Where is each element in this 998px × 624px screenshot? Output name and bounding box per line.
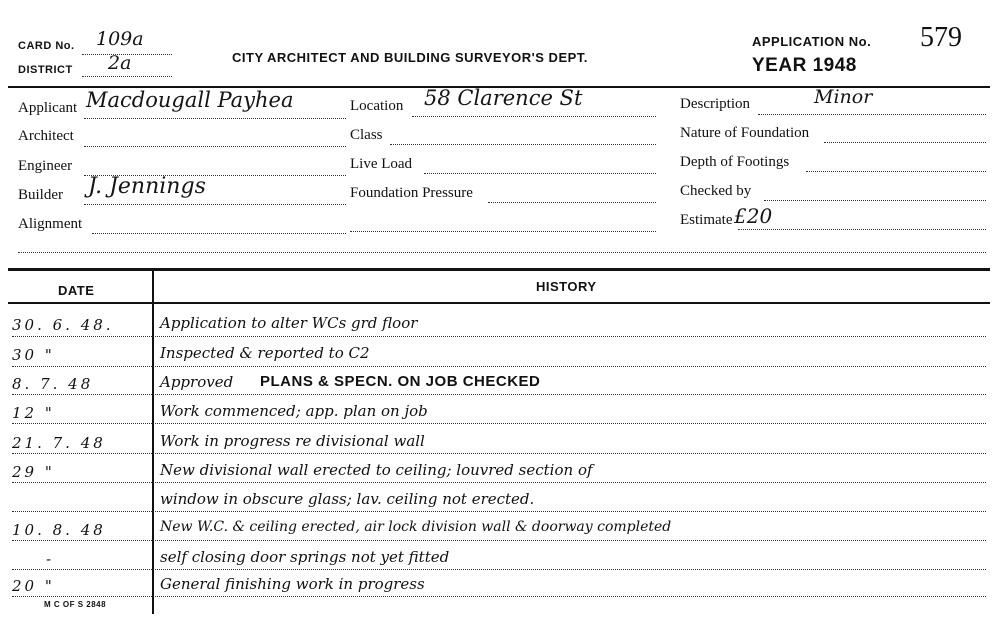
depth-footings-label: Depth of Footings bbox=[680, 154, 790, 170]
location-line bbox=[412, 116, 656, 117]
row-text: Work in progress re divisional wall bbox=[160, 432, 425, 450]
row-rule bbox=[12, 453, 986, 454]
blank-line-full bbox=[18, 252, 986, 253]
year-label: YEAR 1948 bbox=[752, 55, 857, 76]
location-value: 58 Clarence St bbox=[424, 86, 583, 110]
row-date: 30 " bbox=[12, 346, 55, 364]
application-label: APPLICATION No. bbox=[752, 34, 872, 49]
builder-line bbox=[84, 204, 346, 205]
description-value: Minor bbox=[814, 86, 873, 108]
row-date: 8. 7. 48 bbox=[12, 375, 94, 393]
nature-foundation-line bbox=[824, 142, 986, 143]
date-column-divider bbox=[152, 270, 154, 614]
district-value: 2a bbox=[108, 52, 132, 74]
description-label: Description bbox=[680, 96, 750, 112]
row-rule bbox=[12, 366, 986, 367]
row-rule bbox=[12, 423, 986, 424]
history-top-rule bbox=[8, 268, 990, 271]
alignment-label: Alignment bbox=[18, 216, 83, 232]
foundation-pressure-line bbox=[488, 202, 656, 203]
location-label: Location bbox=[350, 98, 404, 114]
row-date: 21. 7. 48 bbox=[12, 434, 106, 452]
builder-label: Builder bbox=[18, 187, 63, 203]
row-rule bbox=[12, 336, 986, 337]
row-text: window in obscure glass; lav. ceiling not erected. bbox=[160, 490, 535, 508]
live-load-line bbox=[424, 173, 656, 174]
live-load-label: Live Load bbox=[350, 156, 413, 172]
row-text: Approved bbox=[160, 373, 234, 391]
history-header: HISTORY bbox=[536, 279, 597, 294]
class-label: Class bbox=[350, 127, 383, 143]
department-title: CITY ARCHITECT AND BUILDING SURVEYOR'S DEPT. bbox=[232, 50, 588, 65]
nature-foundation-label: Nature of Foundation bbox=[680, 125, 810, 141]
district-label: DISTRICT bbox=[18, 64, 73, 76]
row-rule bbox=[12, 540, 986, 541]
row-rule bbox=[12, 511, 986, 512]
applicant-label: Applicant bbox=[18, 100, 78, 116]
engineer-label: Engineer bbox=[18, 158, 73, 174]
description-line bbox=[758, 114, 986, 115]
row-rule bbox=[12, 569, 986, 570]
row-date: 29 " bbox=[12, 463, 55, 481]
history-header-rule bbox=[8, 302, 990, 304]
row-text: Application to alter WCs grd floor bbox=[160, 314, 418, 332]
checked-by-line bbox=[764, 200, 986, 201]
row-rule bbox=[12, 482, 986, 483]
estimate-value: £20 bbox=[734, 204, 773, 228]
row-text: Work commenced; app. plan on job bbox=[160, 402, 428, 420]
architect-line bbox=[84, 146, 346, 147]
row-text: Inspected & reported to C2 bbox=[160, 344, 370, 362]
checked-by-label: Checked by bbox=[680, 183, 752, 199]
row-text: self closing door springs not yet fitted bbox=[160, 548, 450, 566]
row-date: 30. 6. 48. bbox=[12, 316, 114, 334]
foundation-pressure-label: Foundation Pressure bbox=[350, 185, 473, 201]
row-text: New divisional wall erected to ceiling; louvred section of bbox=[160, 461, 593, 479]
form-code: M C OF S 2848 bbox=[44, 600, 107, 609]
applicant-line bbox=[84, 118, 346, 119]
date-header: DATE bbox=[58, 283, 95, 298]
row-typed-text: PLANS & SPECN. ON JOB CHECKED bbox=[260, 373, 541, 390]
card-no-label: CARD No. bbox=[18, 40, 75, 52]
estimate-line bbox=[738, 229, 986, 230]
application-number: 579 bbox=[920, 22, 962, 53]
estimate-label: Estimate bbox=[680, 212, 733, 228]
row-rule bbox=[12, 394, 986, 395]
district-line bbox=[82, 76, 172, 77]
row-text: New W.C. & ceiling erected, air lock division wall & doorway completed bbox=[160, 519, 672, 535]
builder-value: J. Jennings bbox=[88, 174, 206, 199]
row-text: General finishing work in progress bbox=[160, 575, 425, 593]
row-rule bbox=[12, 596, 986, 597]
depth-footings-line bbox=[806, 171, 986, 172]
applicant-value: Macdougall Payhea bbox=[86, 88, 294, 112]
class-line bbox=[390, 144, 656, 145]
row-date: 12 " bbox=[12, 404, 55, 422]
blank-line-col2 bbox=[350, 231, 656, 232]
row-date: 10. 8. 48 bbox=[12, 521, 106, 539]
alignment-line bbox=[92, 233, 346, 234]
card-no-value: 109a bbox=[96, 28, 144, 50]
row-date: - bbox=[46, 550, 55, 568]
row-date: 20 " bbox=[12, 577, 55, 595]
architect-label: Architect bbox=[18, 128, 74, 144]
